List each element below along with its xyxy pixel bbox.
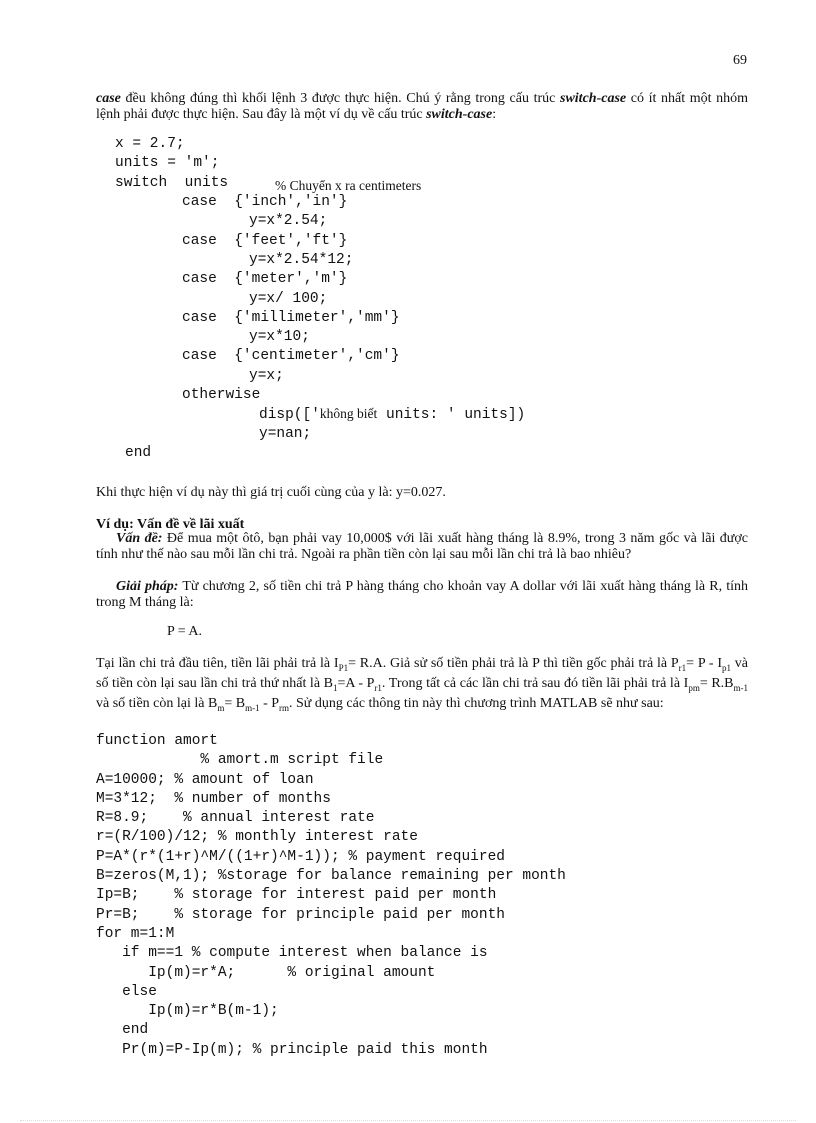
code-line: Ip(m)=r*A; % original amount [96, 964, 436, 981]
subscript: m-1 [245, 702, 260, 713]
code-line: for m=1:M [96, 925, 175, 942]
code-line: M=3*12; % number of months [96, 790, 331, 807]
code-disp-string: không biết [319, 406, 378, 422]
code-line-disp [259, 406, 525, 423]
code-block-switch [115, 136, 755, 476]
code-disp-prefix: disp([' [259, 407, 320, 424]
code-line: y=x/ 100; [249, 290, 328, 307]
subscript: m [217, 702, 225, 713]
subscript: p1 [721, 662, 731, 673]
subscript: 1 [333, 682, 338, 693]
subscript: P1 [338, 662, 349, 673]
payment-formula: P = A. [167, 624, 202, 639]
page-bottom-border [20, 1120, 796, 1121]
code-line: B=zeros(M,1); %storage for balance remaining per month [96, 868, 566, 885]
problem-label: Vấn đề: [116, 531, 163, 546]
subscript: r1 [678, 662, 687, 673]
page-number: 69 [733, 53, 747, 68]
intro-text-1: đều không đúng thì khối lệnh 3 được thực hiện. Chú ý rằng trong cấu trúc [120, 91, 560, 106]
code-line: % amort.m script file [96, 752, 384, 769]
code-line: y=x; [249, 367, 284, 384]
code-line: y=x*10; [249, 329, 310, 346]
code-line: r=(R/100)/12; % monthly interest rate [96, 829, 418, 846]
interest-paragraph [96, 656, 748, 715]
text-run: = B [224, 695, 246, 711]
keyword-case: case [96, 91, 121, 106]
solution-text: Từ chương 2, số tiền chi trả P hàng tháng cho khoản vay A dollar với lãi xuất hàng tháng là R, tính trong M tháng là: [96, 579, 749, 610]
subscript: m-1 [733, 682, 749, 693]
text-run: . Sử dụng các thông tin này thì chương trình MATLAB sẽ như sau: [289, 695, 664, 711]
result-paragraph: Khi thực hiện ví dụ này thì giá trị cuối cùng của y là: y=0.027. [96, 485, 446, 500]
code-line: Ip(m)=r*B(m-1); [96, 1003, 279, 1020]
code-line: R=8.9; % annual interest rate [96, 810, 375, 827]
text-run: Tại lần chi trả đầu tiên, tiền lãi phải trả là I [96, 656, 339, 671]
code-line: Ip=B; % storage for interest paid per month [96, 887, 497, 904]
subscript: r1 [374, 682, 382, 693]
code-line: y=x*2.54; [249, 213, 328, 230]
text-run: = R.A. Giả sử số tiền phải trả là P thì tiền gốc phải trả là P [348, 656, 679, 671]
code-line: y=x*2.54*12; [249, 251, 354, 268]
text-run: =A - P [337, 675, 375, 691]
code-block-amort [96, 732, 566, 1060]
code-line: else [96, 983, 157, 1000]
code-line: case {'inch','in'} [182, 194, 348, 210]
intro-paragraph [96, 91, 748, 123]
code-line: case {'feet','ft'} [182, 232, 348, 249]
code-line: A=10000; % amount of loan [96, 771, 314, 788]
intro-text-2: có ít nhất một nhóm lệnh phải được thực hiện. Sau đây là một ví dụ về cấu trúc [96, 91, 749, 122]
code-line: case {'millimeter','mm'} [182, 309, 400, 326]
code-line: y=nan; [259, 425, 312, 442]
code-line: case {'meter','m'} [182, 271, 348, 288]
code-line: P=A*(r*(1+r)^M/((1+r)^M-1)); % payment required [96, 848, 505, 865]
text-run: - P [259, 695, 280, 711]
code-line: end [125, 444, 152, 461]
code-line: case {'centimeter','cm'} [182, 348, 400, 365]
code-line: if m==1 % compute interest when balance is [96, 945, 488, 962]
code-line: switch units [115, 174, 229, 191]
code-line: x = 2.7; [115, 136, 185, 152]
text-run: và số tiền còn lại là B [96, 695, 218, 711]
subscript: rm [279, 702, 290, 713]
code-line: Pr(m)=P-Ip(m); % principle paid this month [96, 1041, 488, 1058]
text-run: . Trong tất cả các lần chi trả sau đó tiền lãi phải trả là I [381, 675, 689, 691]
keyword-switch-case-2: switch-case [426, 107, 493, 122]
code-line: function amort [96, 733, 218, 749]
keyword-switch-case: switch-case [560, 91, 627, 106]
problem-text: Để mua một ôtô, bạn phải vay 10,000$ với lãi xuất hàng tháng là 8.9%, trong 3 năm gốc và lãi được tính như thế nào sau mỗi lần chi trả. Ngoài ra phần tiền còn lại sau mỗi lần chi trả là bao nhiêu? [96, 531, 748, 562]
code-comment: % Chuyển x ra centimeters [275, 178, 422, 193]
code-disp-suffix: units: ' units]) [386, 407, 526, 424]
text-run: và số tiền còn lại sau lần chi trả thứ nhất là B [96, 656, 748, 691]
code-line: end [96, 1022, 149, 1039]
text-run: = R.B [699, 675, 734, 691]
text-run: = P - I [686, 656, 722, 671]
solution-paragraph [96, 579, 748, 611]
intro-text-3: : [492, 107, 497, 122]
code-line: otherwise [182, 387, 261, 403]
code-line: units = 'm'; [115, 155, 220, 172]
subscript: pm [688, 682, 700, 693]
code-line: Pr=B; % storage for principle paid per month [96, 906, 505, 923]
example-heading: Ví dụ: Vấn đề về lãi xuất [96, 517, 245, 532]
solution-label: Giải pháp: [116, 579, 179, 594]
problem-paragraph [96, 531, 748, 563]
